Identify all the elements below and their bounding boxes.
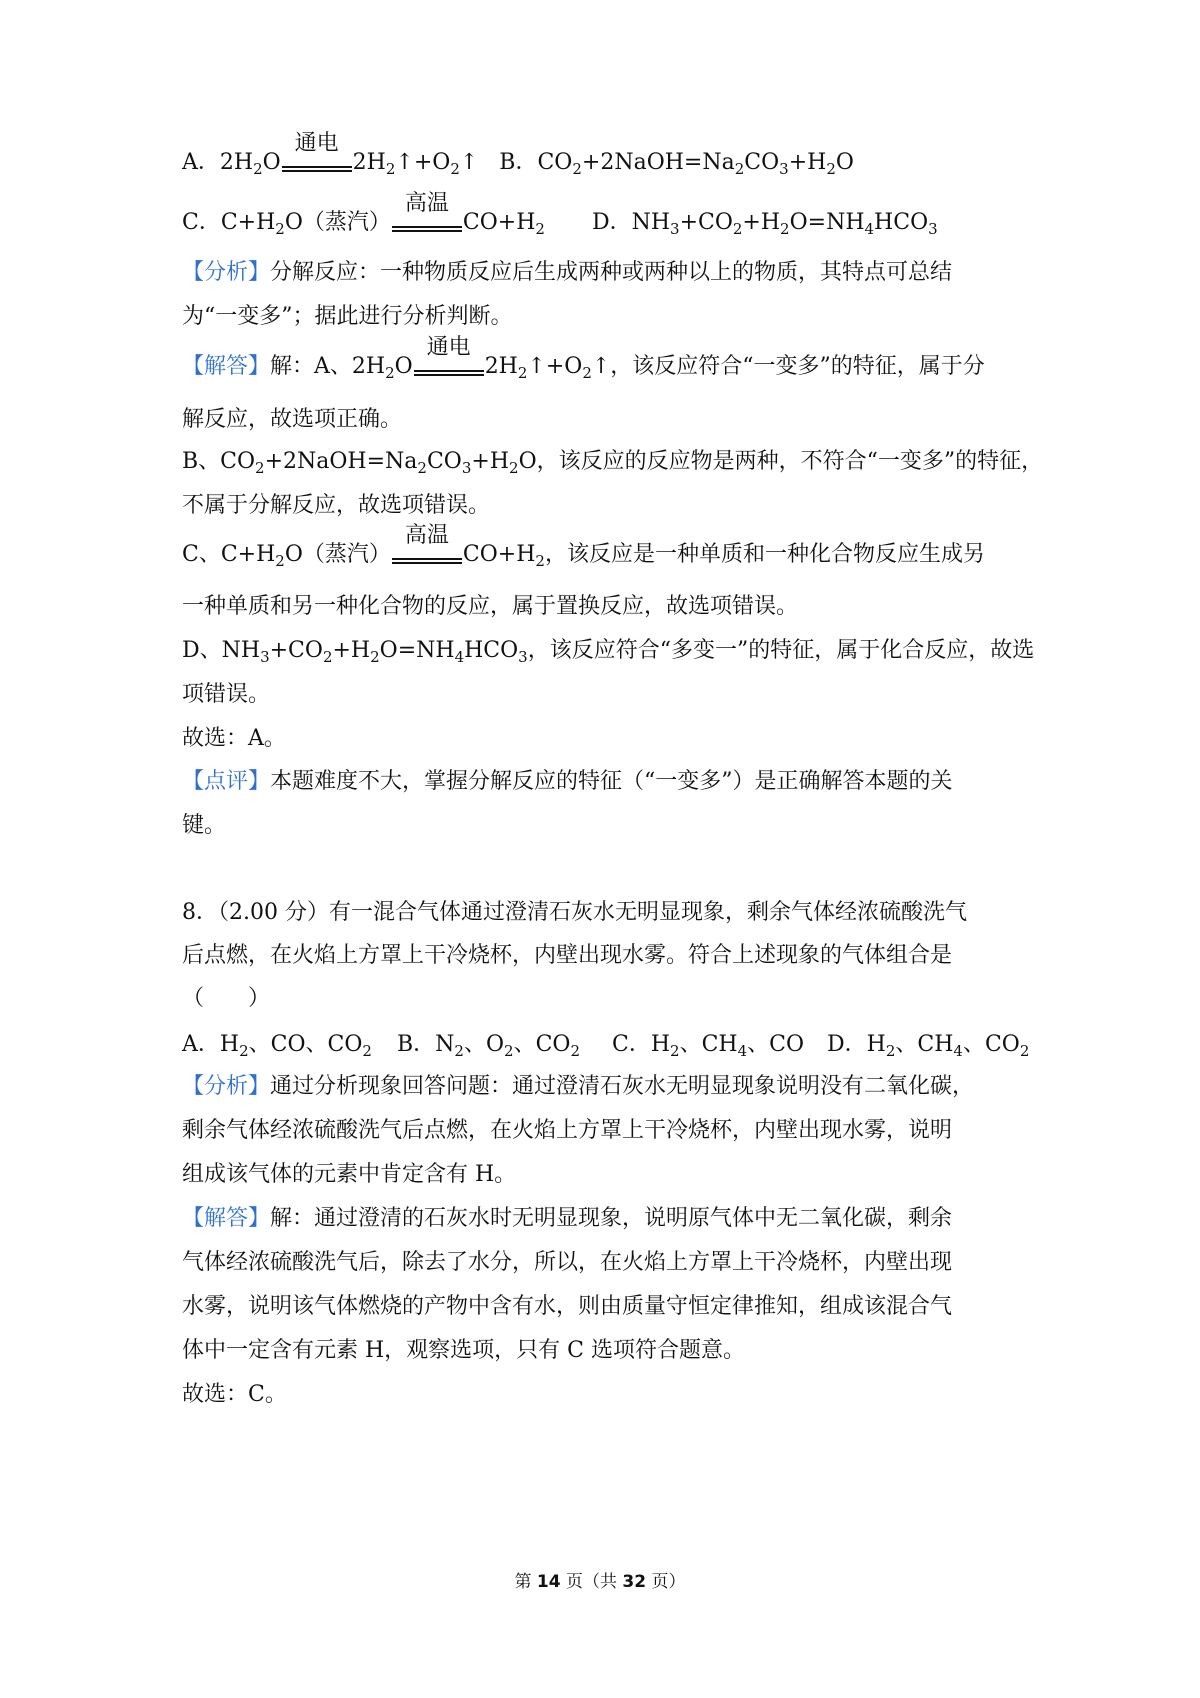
q7-answer-c-line2: 一种单质和另一种化合物的反应，属于置换反应，故选项错误。 (182, 594, 799, 619)
comment-tag: 【点评】 (182, 769, 271, 794)
q7-answer-line2: 解反应，故选项正确。 (182, 407, 403, 432)
page-number: 14 (536, 1572, 561, 1592)
q7-analysis-line1: 【分析】分解反应：一种物质反应后生成两种或两种以上的物质，其特点可总结 (182, 260, 953, 285)
q7-options-cd (182, 191, 1030, 244)
q7-conclusion: 故选：A。 (182, 726, 286, 751)
q7-options-ab (182, 131, 1030, 184)
q8-option-a: A．$H_2$、CO、$CO_2$ (182, 1032, 372, 1060)
reaction-condition-arrow: 高温 (392, 214, 462, 244)
answer-tag: 【解答】 (182, 1206, 271, 1231)
q8-answer-line4: 体中一定含有元素 H，观察选项，只有 C 选项符合题意。 (182, 1338, 745, 1363)
q7-comment-line1: 【点评】本题难度不大，掌握分解反应的特征（“一变多”）是正确解答本题的关 (182, 769, 953, 794)
q8-answer-line3: 水雾，说明该气体燃烧的产物中含有水，则由质量守恒定律推知，组成该混合气 (182, 1294, 953, 1319)
q7-answer-c-line1: C、$C+H_2O$（蒸汽） 高温 $CO+H_2$，该反应是一种单质和一种化合物反应生成另 (182, 540, 1030, 576)
q7-answer-d-line2: 项错误。 (182, 682, 271, 707)
q7-answer-line1: 【解答】解：A、$2H_2O$ 通电 $2H_2↑+O_2↑$，该反应符合“一变多”的特征，属于分 (182, 352, 1030, 388)
q7-comment-line2: 键。 (182, 813, 227, 838)
q8-answer-line1: 【解答】解：通过澄清的石灰水时无明显现象，说明原气体中无二氧化碳，剩余 (182, 1206, 953, 1231)
option-d-label: D． (591, 210, 632, 235)
analysis-tag: 【分析】 (182, 1074, 271, 1099)
reaction-condition-arrow: 通电 (282, 154, 352, 184)
q8-conclusion: 故选：C。 (182, 1382, 287, 1407)
option-b-label: B． (499, 150, 538, 175)
q8-option-d: D．$H_2$、$CH_4$、$CO_2$ (827, 1032, 1030, 1060)
option-d-equation: $NH_3+CO_2+H_2O=NH_4HCO_3$ (631, 210, 938, 238)
q7-analysis-line2: 为“一变多”；据此进行分析判断。 (182, 304, 513, 329)
page-footer: 第 14 页（共 32 页） (514, 1572, 686, 1592)
answer-tag: 【解答】 (182, 354, 271, 379)
q8-options (182, 1030, 1030, 1066)
q8-stem-line2: 后点燃，在火焰上方罩上干冷烧杯，内壁出现水雾。符合上述现象的气体组合是 (182, 943, 953, 968)
option-a-label: A． (182, 150, 220, 175)
q8-analysis-line1: 【分析】通过分析现象回答问题：通过澄清石灰水无明显现象说明没有二氧化碳， (182, 1074, 975, 1099)
option-c-label: C． (182, 210, 221, 235)
q7-answer-b-line2: 不属于分解反应，故选项错误。 (182, 493, 491, 518)
page-total: 32 (622, 1572, 647, 1592)
q8-analysis-line3: 组成该气体的元素中肯定含有 H。 (182, 1162, 517, 1187)
q8-option-c: C．$H_2$、$CH_4$、CO (612, 1032, 805, 1060)
q8-answer-line2: 气体经浓硫酸洗气后，除去了水分，所以，在火焰上方罩上干冷烧杯，内壁出现 (182, 1250, 953, 1275)
q8-option-b: B．$N_2$、$O_2$、$CO_2$ (397, 1032, 580, 1060)
q7-answer-d-line1: D、$NH_3+CO_2+H_2O=NH_4HCO_3$，该反应符合“多变一”的特征，属于化合反应，故选 (182, 638, 1035, 666)
reaction-condition-arrow: 通电 (414, 358, 484, 388)
reaction-condition-arrow: 高温 (392, 546, 462, 576)
analysis-tag: 【分析】 (182, 260, 271, 285)
q8-stem-line3: （ ） (182, 986, 271, 1011)
option-b-equation: $CO_2+2NaOH=Na_2CO_3+H_2O$ (537, 150, 854, 178)
option-a-equation: $2H_2O$ 通电 $2H_2↑+O_2↑$ (220, 150, 478, 175)
q7-answer-b-line1: B、$CO_2+2NaOH=Na_2CO_3+H_2O$，该反应的反应物是两种，不符合“一变多”的特征， (182, 449, 1044, 477)
q8-stem-line1: 8．（2.00 分）有一混合气体通过澄清石灰水无明显现象，剩余气体经浓硫酸洗气 (182, 900, 967, 925)
option-c-equation: $C+H_2O$（蒸汽） 高温 $CO+H_2$ (221, 210, 545, 235)
q8-analysis-line2: 剩余气体经浓硫酸洗气后点燃，在火焰上方罩上干冷烧杯，内壁出现水雾，说明 (182, 1118, 953, 1143)
